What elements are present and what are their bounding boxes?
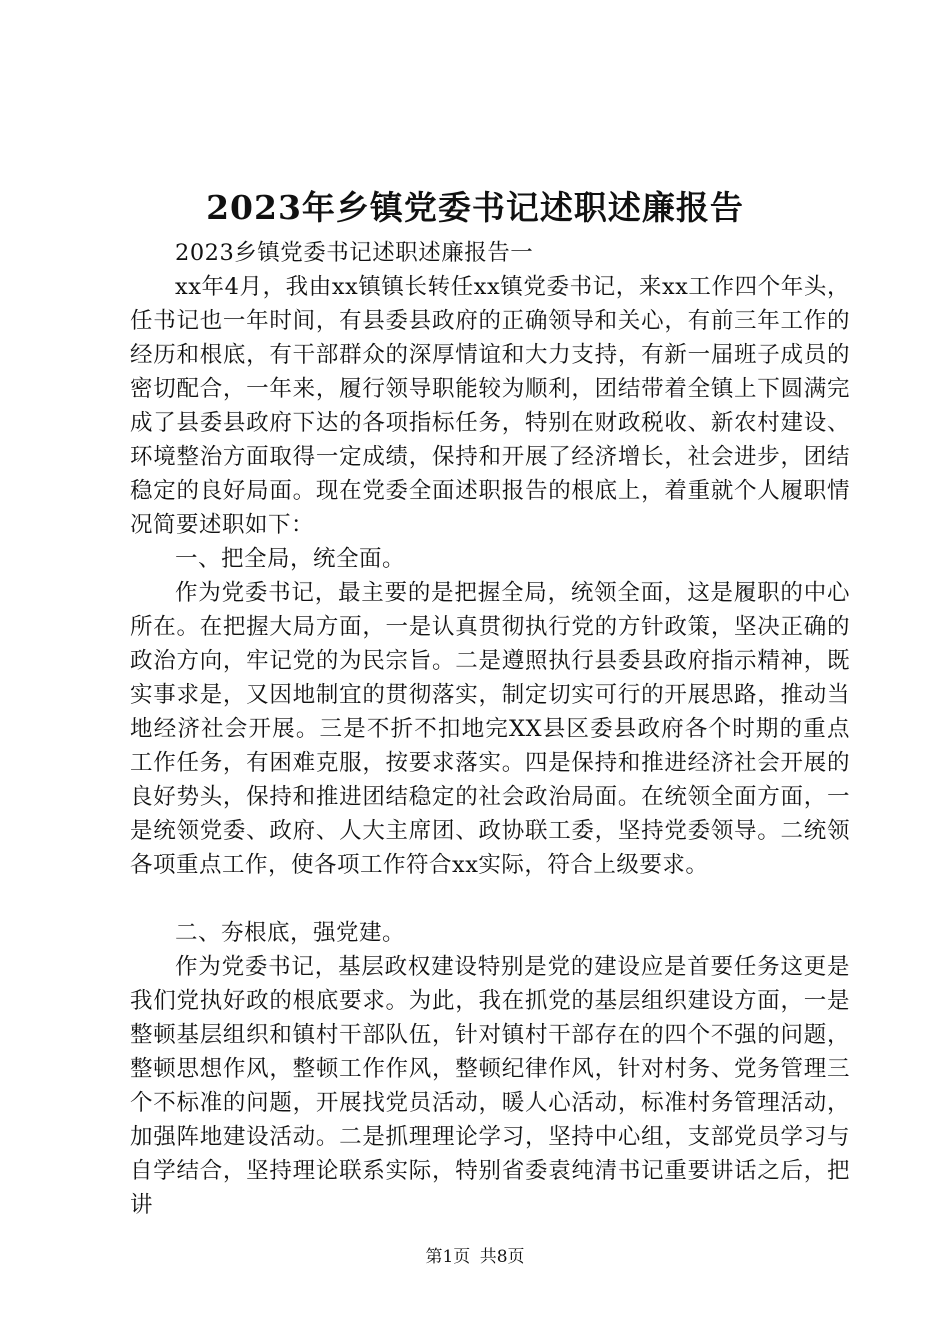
page-footer: 第1页 共8页 bbox=[425, 1247, 525, 1267]
section-2-paragraph: 作为党委书记，基层政权建设特别是党的建设应是首要任务这更是我们党执好政的根底要求。为此，我在抓党的基层组织建设方面，一是整顿基层组织和镇村干部队伍，针对镇村干部存在的四个不强的问题，整顿思想作风，整顿工作作风，整顿纪律作风，针对村务、党务管理三个不标准的问题，开展找党员活动，暖人心活动，标准村务管理活动，加强阵地建设活动。二是抓理理论学习，坚持中心组，支部党员学习与自学结合，坚持理论联系实际，特别省委袁纯清书记重要讲话之后，把讲 bbox=[130, 954, 850, 1218]
section-heading-2: 二、夯根底，强党建。 bbox=[175, 920, 406, 946]
intro-paragraph: xx年4月，我由xx镇镇长转任xx镇党委书记，来xx工作四个年头，任书记也一年时间，有县委县政府的正确领导和关心，有前三年工作的经历和根底，有干部群众的深厚情谊和大力支持，有新一届班子成员的密切配合，一年来，履行领导职能较为顺利，团结带着全镇上下圆满完成了县委县政府下达的各项指标任务，特别在财政税收、新农村建设、环境整治方面取得一定成绩，保持和开展了经济增长，社会进步，团结稳定的良好局面。现在党委全面述职报告的根底上，着重就个人履职情况简要述职如下： bbox=[130, 274, 850, 538]
document-title: 2023年乡镇党委书记述职述廉报告 bbox=[206, 188, 744, 227]
section-heading-1: 一、把全局，统全面。 bbox=[175, 546, 406, 572]
document-body bbox=[130, 236, 850, 1222]
section-1-paragraph: 作为党委书记，最主要的是把握全局，统领全面，这是履职的中心所在。在把握大局方面，一是认真贯彻执行党的方针政策，坚决正确的政治方向，牢记党的为民宗旨。二是遵照执行县委县政府指示精神，既实事求是，又因地制宜的贯彻落实，制定切实可行的开展思路，推动当地经济社会开展。三是不折不扣地完XX县区委县政府各个时期的重点工作任务，有困难克服，按要求落实。四是保持和推进经济社会开展的良好势头，保持和推进团结稳定的社会政治局面。在统领全面方面，一是统领党委、政府、人大主席团、政协联工委，坚持党委领导。二统领各项重点工作，使各项工作符合xx实际，符合上级要求。 bbox=[130, 580, 850, 878]
subtitle-paragraph: 2023乡镇党委书记述职述廉报告一 bbox=[175, 240, 534, 266]
